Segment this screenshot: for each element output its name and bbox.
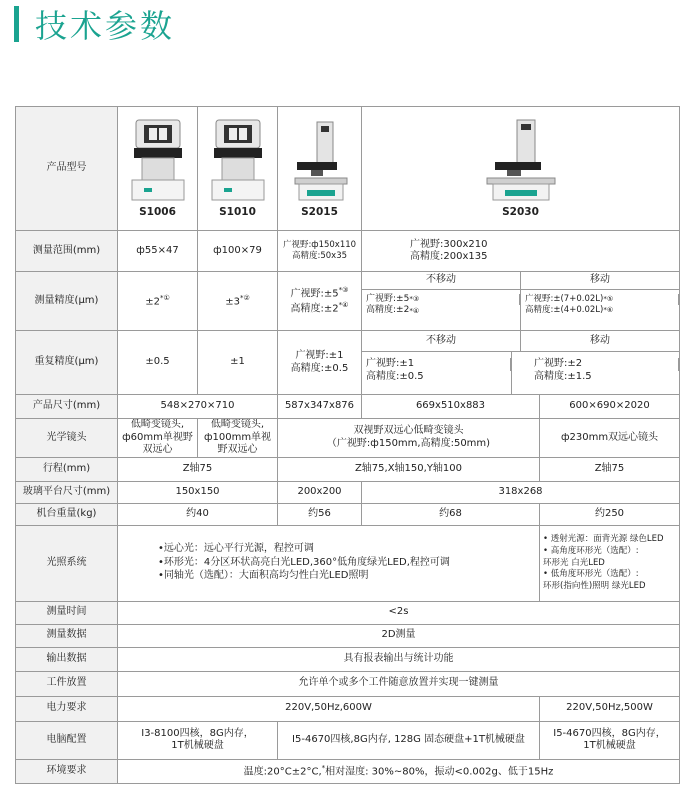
weight-s2030: 约68: [362, 503, 540, 525]
label-power: 电力要求: [16, 696, 118, 721]
repeat-high: 高精度:±0.5: [290, 362, 349, 374]
light-main: [118, 525, 540, 601]
repeat-s1010: ±1: [198, 331, 278, 395]
label-range: 测量范围(mm): [16, 231, 118, 272]
data-value: 2D测量: [118, 624, 680, 647]
lens-s20: [278, 419, 540, 458]
weight-s1000: 约40: [118, 503, 278, 525]
repeat-high: 高精度:±1.5: [534, 370, 592, 382]
accuracy-high: 高精度:±2: [366, 305, 410, 316]
range-s2030: [362, 231, 680, 272]
pc-s20: I5-4670四核,8G内存, 128G 固态硬盘+1T机械硬盘: [278, 721, 540, 759]
range-high: 高精度:50x35: [291, 251, 348, 261]
row-range: [16, 231, 680, 272]
lens-text: ф100mm单视野双远心: [203, 431, 272, 455]
row-travel: [16, 457, 680, 481]
page-title: 技术参数: [35, 7, 176, 45]
repeat-fixed: [362, 352, 512, 394]
label-travel: 行程(mm): [16, 457, 118, 481]
row-accuracy: [16, 272, 680, 331]
weight-s2015: 约56: [278, 503, 362, 525]
spec-table: [15, 106, 680, 784]
light-item: • 低角度环形光（选配）:: [543, 569, 639, 580]
product-s2015: [278, 107, 362, 231]
machine-s1010-icon: [208, 118, 268, 204]
repeat-s1006: ±0.5: [118, 331, 198, 395]
note-mark: *④: [338, 301, 349, 309]
note-mark: *③: [338, 286, 349, 295]
env-value: [118, 759, 680, 783]
light-item: •远心光：远心平行光源，程控可调: [158, 543, 314, 555]
accuracy-wide: 广视野:±5: [366, 294, 410, 304]
pc-text: I5-4670四核，8G内存，: [553, 727, 666, 739]
time-value: <2s: [118, 601, 680, 624]
accuracy-s2015: [278, 272, 362, 331]
model-name: S2015: [301, 205, 338, 218]
label-env: 环境要求: [16, 759, 118, 783]
range-s2015: [278, 231, 362, 272]
label-pc: 电脑配置: [16, 721, 118, 759]
repeat-wide: 广视野:±1: [364, 358, 511, 371]
row-light: [16, 525, 680, 601]
range-wide: 广视野:ф150x110: [282, 240, 357, 251]
pc-s1000: [118, 721, 278, 759]
label-model: 产品型号: [16, 107, 118, 231]
pc-text: 1T机械硬盘: [171, 740, 224, 751]
note-mark: *①: [159, 293, 170, 302]
glass-s2015: 200x200: [278, 481, 362, 503]
accuracy-high: 高精度:±(4+0.02L): [525, 304, 604, 315]
size-s1000: 548×270×710: [118, 395, 278, 419]
travel-s20: Z轴75,X轴150,Y轴100: [278, 457, 540, 481]
accuracy-high: 高精度:±2: [290, 303, 339, 315]
lens-text: 双视野双远心低畸变镜头: [353, 425, 464, 437]
size-s2030: 669x510x883: [362, 395, 540, 419]
product-s1010: [198, 107, 278, 231]
travel-s5020: Z轴75: [540, 457, 680, 481]
accuracy-wide: 广视野:±(7+0.02L): [525, 294, 604, 304]
model-name: S2030: [502, 205, 539, 218]
row-env: [16, 759, 680, 783]
row-size: [16, 395, 680, 419]
power-main: 220V,50Hz,600W: [118, 696, 540, 721]
env-temp: 温度:20°C±2°C,: [243, 765, 322, 777]
power-s5020: 220V,50Hz,500W: [540, 696, 680, 721]
travel-s1000: Z轴75: [118, 457, 278, 481]
pc-s5020: [540, 721, 680, 759]
label-time: 测量时间: [16, 601, 118, 624]
lens-text: （广视野:ф150mm,高精度:50mm): [326, 437, 491, 449]
label-size: 产品尺寸(mm): [16, 395, 118, 419]
lens-text: 低畸变镜头,: [210, 419, 265, 430]
accuracy-wide: 广视野:±5: [290, 288, 339, 300]
row-power: [16, 696, 680, 721]
model-name: S1006: [139, 205, 176, 218]
note-mark: *③: [409, 295, 420, 304]
label-accuracy: 测量精度(μm): [16, 272, 118, 331]
model-name: S1010: [219, 205, 256, 218]
note-mark: *⑤: [603, 294, 614, 303]
accuracy-s1010: [198, 272, 278, 331]
accuracy-s1006: [118, 272, 198, 331]
weight-s5020: 约250: [540, 503, 680, 525]
label-weight: 机台重量(kg): [16, 503, 118, 525]
repeat-s2015: [278, 331, 362, 395]
label-light: 光照系统: [16, 525, 118, 601]
light-item: 环形光 白光LED: [543, 557, 605, 568]
lens-s1010: [198, 419, 278, 458]
place-value: 允许单个或多个工件随意放置并实现一键测量: [118, 671, 680, 696]
repeat-high: 高精度:±0.5: [366, 370, 424, 382]
row-place: [16, 671, 680, 696]
accuracy-fixed: [362, 290, 521, 330]
machine-s1006-icon: [128, 118, 188, 204]
lens-s1006: [118, 419, 198, 458]
repeat-s2030: [362, 331, 680, 395]
row-weight: [16, 503, 680, 525]
row-time: [16, 601, 680, 624]
label-repeat: 重复精度(μm): [16, 331, 118, 395]
light-item: •同轴光（选配）：大面积高均匀性白光LED照明: [158, 570, 369, 582]
accent-bar: [14, 6, 19, 42]
accuracy-value: ±3: [225, 295, 240, 307]
row-model: [16, 107, 680, 231]
machine-s2030-icon: [481, 118, 561, 204]
accuracy-moving: [521, 290, 679, 330]
label-glass: 玻璃平台尺寸(mm): [16, 481, 118, 503]
lens-text: 低畸变镜头,: [130, 419, 185, 430]
accuracy-s2030: [362, 272, 680, 331]
range-s1010: ф100×79: [198, 231, 278, 272]
glass-s2030: 318x268: [362, 481, 680, 503]
range-s1006: ф55×47: [118, 231, 198, 272]
note-mark: *⑥: [603, 305, 614, 314]
moving-header: 移动: [590, 334, 610, 346]
moving-header: 移动: [590, 274, 610, 286]
env-humidity: 相对湿度: 30%~80%，振动<0.002g、低于15Hz: [325, 765, 554, 777]
machine-s2015-icon: [287, 118, 353, 204]
label-lens: 光学镜头: [16, 419, 118, 458]
label-place: 工件放置: [16, 671, 118, 696]
light-item: • 透射光源：面背光源 绿色LED: [543, 534, 664, 545]
row-glass: [16, 481, 680, 503]
light-item: •环形光：4分区环状高亮白光LED,360°低角度绿光LED,程控可调: [158, 556, 450, 568]
fixed-header: 不移动: [362, 272, 521, 289]
label-output: 输出数据: [16, 647, 118, 671]
light-item: 环形(指向性)照明 绿光LED: [543, 580, 646, 591]
repeat-wide: 广视野:±2: [532, 358, 679, 371]
range-wide: 广视野:300x210: [410, 238, 488, 250]
note-mark: *④: [409, 306, 420, 315]
row-data: [16, 624, 680, 647]
pc-text: I3-8100四核，8G内存，: [141, 727, 254, 739]
output-value: 具有报表输出与统计功能: [118, 647, 680, 671]
lens-s5020: ф230mm双远心镜头: [540, 419, 680, 458]
accuracy-value: ±2: [145, 295, 160, 307]
product-s2030: [362, 107, 680, 231]
section-header: [14, 4, 175, 44]
fixed-header: 不移动: [362, 331, 521, 351]
note-mark: *: [321, 763, 326, 772]
product-s1006: [118, 107, 198, 231]
light-item: • 高角度环形光（选配）:: [543, 546, 639, 557]
glass-s1000: 150x150: [118, 481, 278, 503]
note-mark: *②: [239, 293, 250, 302]
repeat-moving: [512, 352, 679, 394]
range-high: 高精度:200x135: [410, 251, 488, 262]
row-lens: [16, 419, 680, 458]
row-pc: [16, 721, 680, 759]
light-s5020: [540, 525, 680, 601]
pc-text: 1T机械硬盘: [583, 740, 636, 751]
row-output: [16, 647, 680, 671]
repeat-wide: 广视野:±1: [295, 350, 344, 361]
lens-text: ф60mm单视野双远心: [122, 431, 193, 455]
row-repeat: [16, 331, 680, 395]
label-data: 测量数据: [16, 624, 118, 647]
size-s5020: 600×690×2020: [540, 395, 680, 419]
size-s2015: 587x347x876: [278, 395, 362, 419]
